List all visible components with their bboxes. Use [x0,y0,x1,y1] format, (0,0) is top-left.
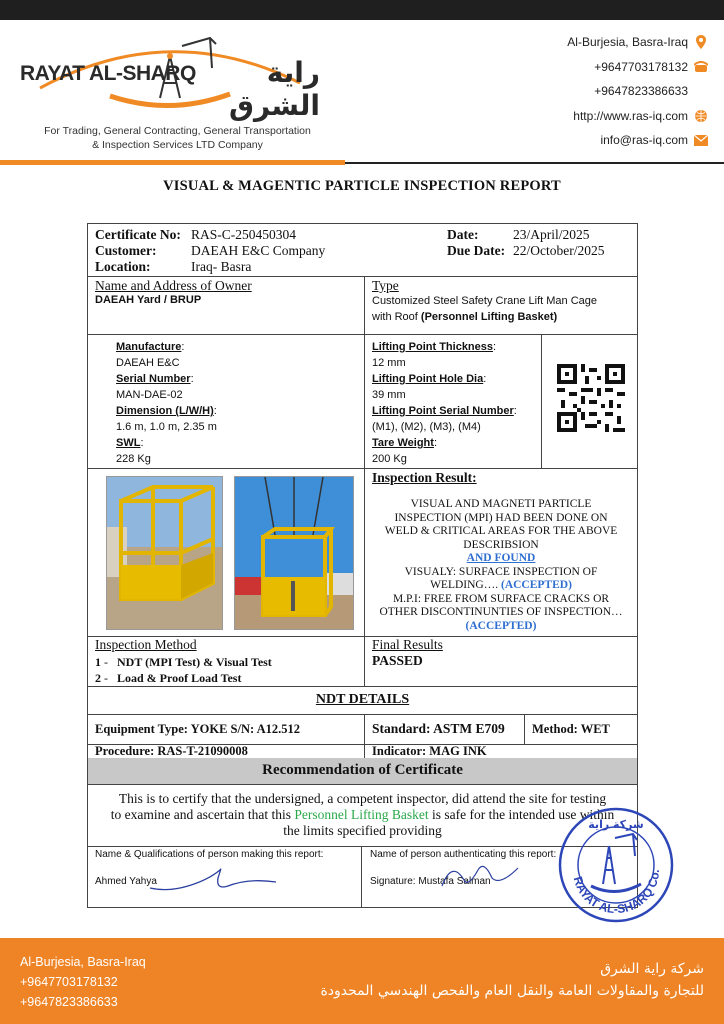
header-dark-rule [345,162,724,164]
tare-weight-value: 200 Kg [372,453,407,465]
signature-right-mark [438,856,558,894]
contact-email[interactable] [567,128,708,153]
type-value-bold: (Personnel Lifting Basket) [420,311,558,323]
result-line-2: INSPECTION (MPI) HAD BEEN DONE ON [394,511,608,524]
header-contact-block [567,30,708,153]
swl-label: SWL [116,437,141,449]
due-date-value: 22/October/2025 [513,243,605,258]
ndt-method: Method: WET [532,722,610,736]
stamp-text: RAYAT AL-SHARQ Co. [570,869,663,917]
result-accepted-2: (ACCEPTED) [465,619,537,632]
logo-text-arabic: راية الشرق [228,56,320,122]
result-line-4: DESCRIBSION [463,538,539,551]
stamp-text-arabic: شركة راية [588,818,644,831]
certificate-section [88,224,637,277]
company-logo [20,28,320,122]
method-final-section [88,636,637,687]
swl-value: 228 Kg [116,453,151,465]
recommendation-title-section [88,758,637,785]
owner-value: DAEAH Yard / BRUP [95,294,202,306]
footer-contact [20,952,146,1012]
dimension-label: Dimension (L/W/H) [116,405,214,417]
contact-address-text: Al-Burjesia, Basra-Iraq [567,35,688,49]
company-tagline [20,124,335,152]
type-value-line1: Customized Steel Safety Crane Lift Man Cage [372,295,598,307]
location-value: Iraq- Basra [191,259,252,274]
method-item-1: 1 - NDT (MPI Test) & Visual Test [95,655,272,669]
recommendation-line-2c: is safe for the intended use within [428,807,615,822]
divider [364,334,365,468]
date-value: 23/April/2025 [513,227,590,242]
serial-value: MAN-DAE-02 [116,389,183,401]
signature-right-label: Name of person authenticating this report: [370,849,557,860]
phone-icon [694,60,708,74]
tagline-line-2: & Inspection Services LTD Company [92,139,263,151]
contact-phone-1[interactable] [567,55,708,80]
logo-text-english: RAYAT AL-SHARQ [20,62,196,85]
divider [364,636,365,686]
footer-arabic-company [320,958,704,1002]
manufacture-label: Manufacture [116,341,182,353]
due-date-label: Due Date: [447,243,506,258]
thickness-value: 12 mm [372,357,406,369]
customer-label: Customer: [95,243,157,258]
type-value-line2 [372,311,557,323]
specs-left: Manufacture: DAEAH E&C Serial Number: MAN-DAE-02 Dimension (L/W/H): 1.6 m, 1.0 m, 2.35 m SWL: 228 Kg [116,341,217,465]
customer-value: DAEAH E&C Company [191,243,326,258]
ndt-row-2 [88,744,637,759]
contact-phone-2-text[interactable]: +9647823386633 [594,84,688,98]
contact-address [567,30,708,55]
contact-email-text[interactable]: info@ras-iq.com [600,133,688,147]
contact-website-text[interactable]: http://www.ras-iq.com [573,108,688,123]
owner-label: Name and Address of Owner [95,278,252,293]
signature-right-name: Signature: Mustafa Salman [370,876,491,887]
location-pin-icon [694,35,708,49]
result-found: AND FOUND [466,552,536,564]
footer-arabic-line-2: للتجارة والمقاولات العامة والنقل العام والفحص الهندسي المحدودة [320,983,704,999]
final-results-label: Final Results [372,637,443,652]
location-label: Location: [95,259,151,274]
hole-dia-value: 39 mm [372,389,406,401]
result-line-3: WELD & CRITICAL AREAS FOR THE ABOVE [384,525,618,537]
signature-left-label: Name & Qualifications of person making this report: [95,849,324,860]
result-line-1: VISUAL AND MAGNETI PARTICLE [410,498,592,510]
signature-left-mark [148,864,278,894]
footer-phone-2[interactable]: +9647823386633 [20,995,118,1009]
method-item-2-text: Load & Proof Load Test [117,671,242,685]
basket-photo-1 [106,476,223,630]
result-mpi-1: M.P.I: FREE FROM SURFACE CRACKS OR [392,592,610,605]
lp-serial-label: Lifting Point Serial Number [372,405,514,417]
recommendation-line-1: This is to certify that the undersigned, a competent inspector, did attend the site for testing [118,791,607,806]
cert-value: RAS-C-250450304 [191,227,297,242]
report-title: VISUAL & MAGENTIC PARTICLE INSPECTION REPORT [163,178,561,194]
ndt-procedure: Procedure: RAS-T-21090008 [95,744,248,758]
contact-phone-1-text[interactable]: +9647703178132 [594,59,688,74]
tare-weight-label: Tare Weight [372,437,434,449]
divider [361,846,362,907]
result-welding: WELDING…. [430,579,501,591]
divider [524,714,525,744]
company-stamp [553,806,679,924]
specs-section [88,334,637,469]
photos-result-section [88,468,637,637]
qr-code[interactable] [557,364,625,435]
method-item-2-num: 2 [95,671,101,685]
final-results-value: PASSED [372,653,423,668]
footer-address: Al-Burjesia, Basra-Iraq [20,955,146,969]
tagline-line-1: For Trading, General Contracting, General Transportation [44,125,311,137]
recommendation-title: Recommendation of Certificate [262,762,463,778]
ndt-title-section [88,686,637,715]
method-item-2: 2 - Load & Proof Load Test [95,671,242,685]
footer-bar [0,938,724,1024]
thickness-label: Lifting Point Thickness [372,341,494,353]
result-mpi-2: OTHER DISCONTINUNTIES OF INSPECTION… [379,606,623,618]
divider [541,334,542,468]
owner-type-section [88,276,637,335]
ndt-title: NDT DETAILS [315,692,410,707]
ndt-row-1 [88,714,637,745]
footer-arabic-line-1: شركة راية الشرق [600,961,704,977]
inspection-result-label: Inspection Result: [372,470,477,485]
inspection-result-text [365,498,637,633]
mail-icon [694,133,708,147]
top-dark-bar [0,0,724,20]
ndt-indicator: Indicator: MAG INK [372,744,487,758]
method-item-1-num: 1 [95,655,101,669]
serial-label: Serial Number [116,373,191,385]
divider [364,276,365,334]
contact-website[interactable] [567,104,708,129]
inspection-method-label: Inspection Method [95,637,197,652]
result-accepted-1: (ACCEPTED) [500,579,572,591]
signature-left-name: Ahmed Yahya [95,876,157,887]
ndt-standard: Standard: ASTM E709 [372,721,505,736]
inspection-method-list [95,654,272,686]
lp-serial-value: (M1), (M2), (M3), (M4) [372,421,481,433]
footer-phone-1[interactable]: +9647703178132 [20,975,118,989]
recommendation-line-3: the limits specified providing [283,823,442,838]
divider [364,468,365,636]
ndt-equipment: Equipment Type: YOKE S/N: A12.512 [95,722,301,736]
globe-icon [694,109,708,123]
date-label: Date: [447,227,479,242]
method-item-1-text: NDT (MPI Test) & Visual Test [117,655,272,669]
header-orange-rule [0,160,345,165]
type-value-plain: with Roof [372,311,421,323]
basket-photo-2 [234,476,354,630]
contact-phone-2[interactable] [567,79,708,104]
type-label: Type [372,278,399,293]
cert-label: Certificate No: [95,227,181,242]
specs-right: Lifting Point Thickness: 12 mm Lifting Point Hole Dia: 39 mm Lifting Point Serial Number: (M1), (M2), (M3), (M4) Tare Weight: 200 Kg [372,341,517,465]
recommendation-item: Personnel Lifting Basket [294,807,429,822]
recommendation-line-2a: to examine and ascertain that this [110,807,295,822]
result-visual: VISUALY: SURFACE INSPECTION OF [404,565,598,578]
dimension-value: 1.6 m, 1.0 m, 2.35 m [116,421,217,433]
hole-dia-label: Lifting Point Hole Dia [372,373,484,385]
manufacture-value: DAEAH E&C [116,357,180,369]
